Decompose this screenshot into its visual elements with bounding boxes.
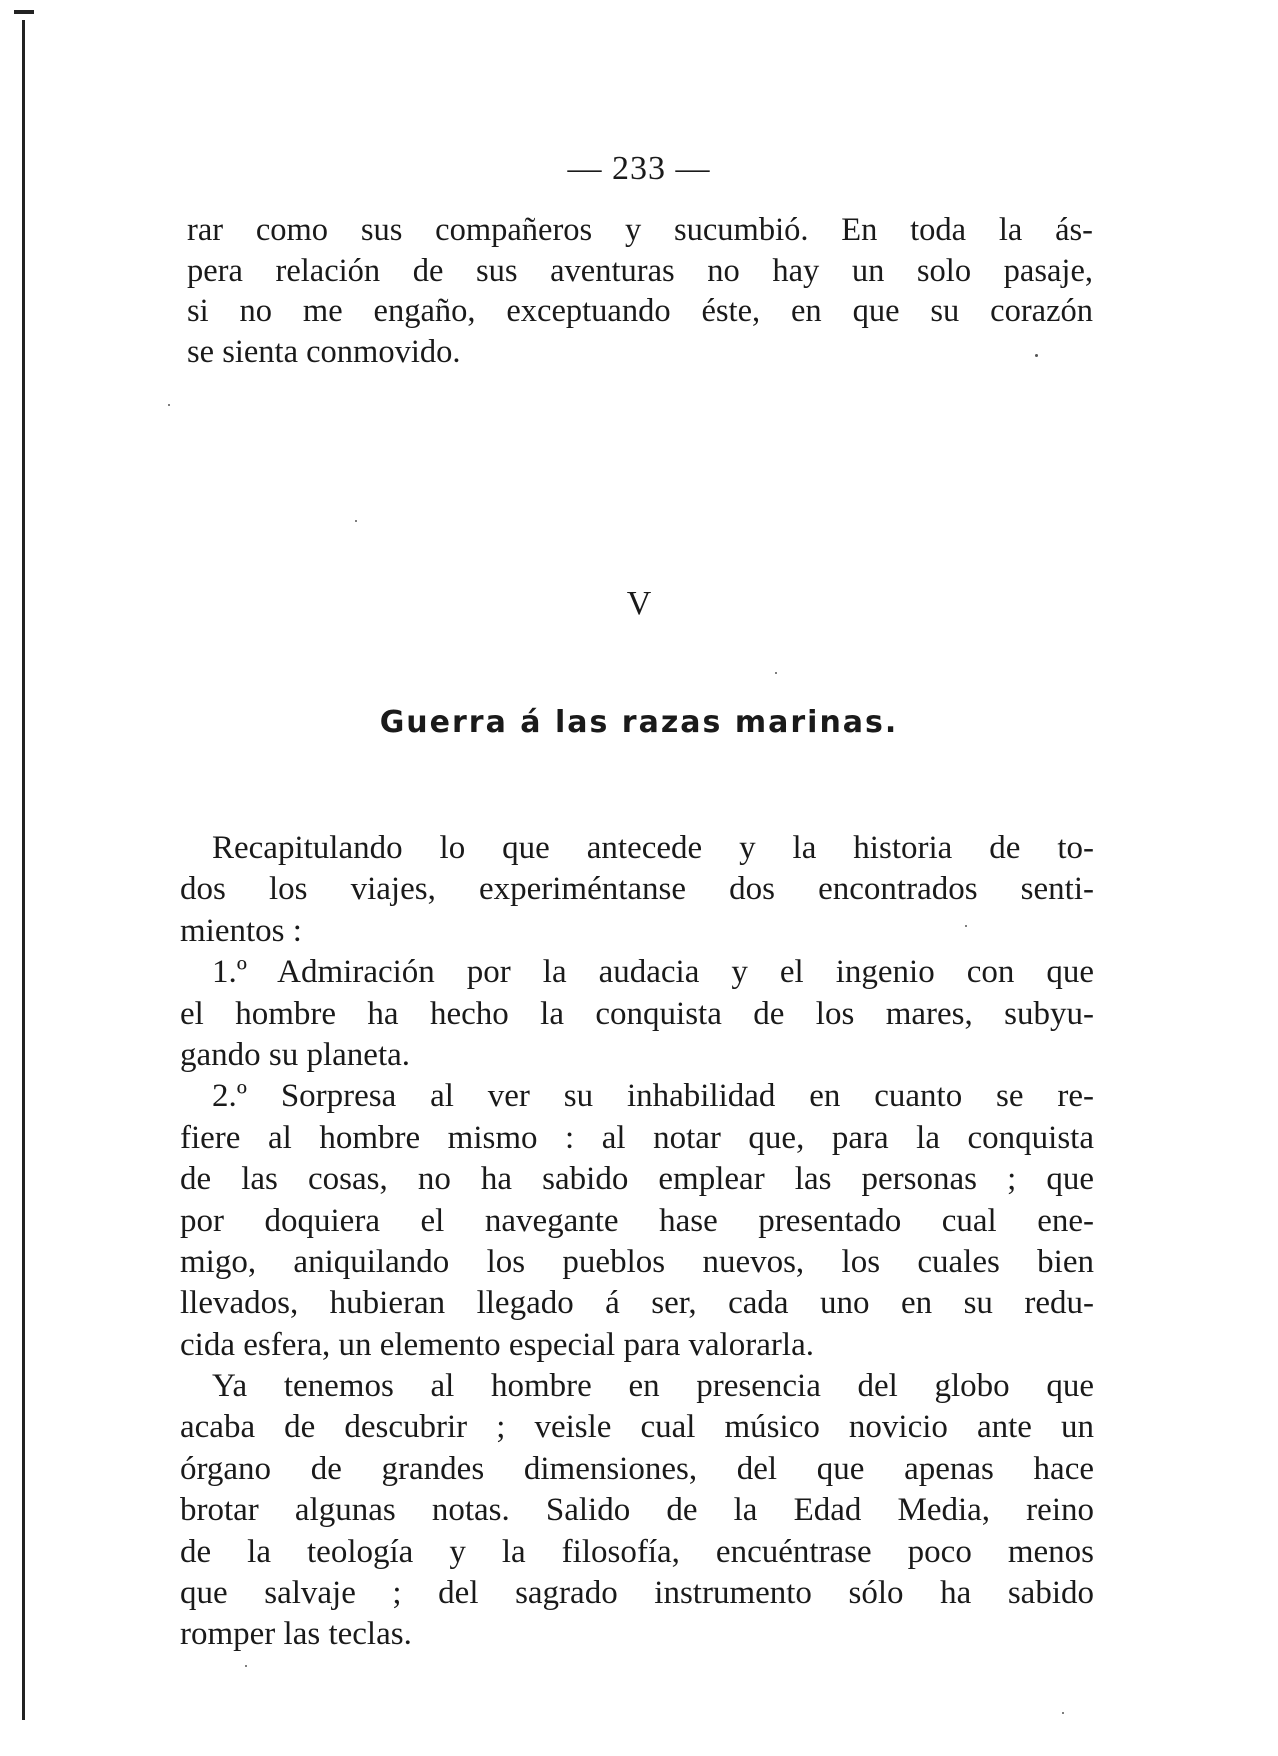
text-line: Ya tenemos al hombre en presencia del globo que <box>212 1368 1094 1405</box>
scan-speck <box>1035 354 1038 357</box>
text-line: si no me engaño, exceptuando éste, en que su corazón <box>187 293 1093 329</box>
text-line: rar como sus compañeros y sucumbió. En toda la ás- <box>187 212 1093 248</box>
scan-speck <box>965 925 967 927</box>
text-line: dos los viajes, experiméntanse dos encontrados senti- <box>180 871 1094 908</box>
section-numeral: V <box>626 585 652 622</box>
text-line: gando su planeta. <box>180 1036 411 1073</box>
text-line: 2.º Sorpresa al ver su inhabilidad en cuanto se re- <box>212 1078 1094 1115</box>
scan-speck <box>355 520 357 522</box>
text-line: Recapitulando lo que antecede y la historia de to- <box>212 830 1094 866</box>
text-line: de las cosas, no ha sabido emplear las personas ; que <box>180 1161 1094 1198</box>
text-line: de la teología y la filosofía, encuéntrase poco menos <box>180 1533 1094 1570</box>
text-line: acaba de descubrir ; veisle cual músico novicio ante un <box>180 1409 1094 1446</box>
text-line: llevados, hubieran llegado á ser, cada uno en su redu- <box>180 1285 1094 1322</box>
text-line: cida esfera, un elemento especial para valorarla. <box>180 1326 814 1363</box>
text-line: brotar algunas notas. Salido de la Edad Media, reino <box>180 1492 1094 1529</box>
text-line: pera relación de sus aventuras no hay un solo pasaje, <box>187 252 1093 289</box>
binding-line <box>22 20 25 1720</box>
text-line: por doquiera el navegante hase presentado cual ene- <box>180 1202 1094 1239</box>
text-line: que salvaje ; del sagrado instrumento sólo ha sabido <box>180 1575 1094 1612</box>
binding-top-mark <box>14 10 34 14</box>
text-line: 1.º Admiración por la audacia y el ingenio con que <box>212 954 1094 991</box>
text-line: fiere al hombre mismo : al notar que, para la conquista <box>180 1119 1094 1156</box>
page-binding-edge <box>12 10 26 1730</box>
text-line: órgano de grandes dimensiones, del que apenas hace <box>180 1450 1094 1487</box>
section-title: Guerra á las razas marinas. <box>379 705 899 740</box>
text-line: el hombre ha hecho la conquista de los mares, subyu- <box>180 995 1094 1032</box>
body-paragraphs <box>180 828 1094 1656</box>
scan-speck <box>245 1665 247 1667</box>
text-line: migo, aniquilando los pueblos nuevos, los cuales bien <box>180 1243 1094 1280</box>
intro-paragraph <box>187 210 1093 372</box>
text-line: romper las teclas. <box>180 1616 412 1653</box>
text-line: se sienta conmovido. <box>187 333 461 370</box>
scan-speck <box>1062 1712 1064 1714</box>
scan-speck <box>775 672 777 674</box>
text-line: mientos : <box>180 912 302 949</box>
scan-speck <box>168 404 170 406</box>
page-number: — 233 — <box>567 150 711 187</box>
